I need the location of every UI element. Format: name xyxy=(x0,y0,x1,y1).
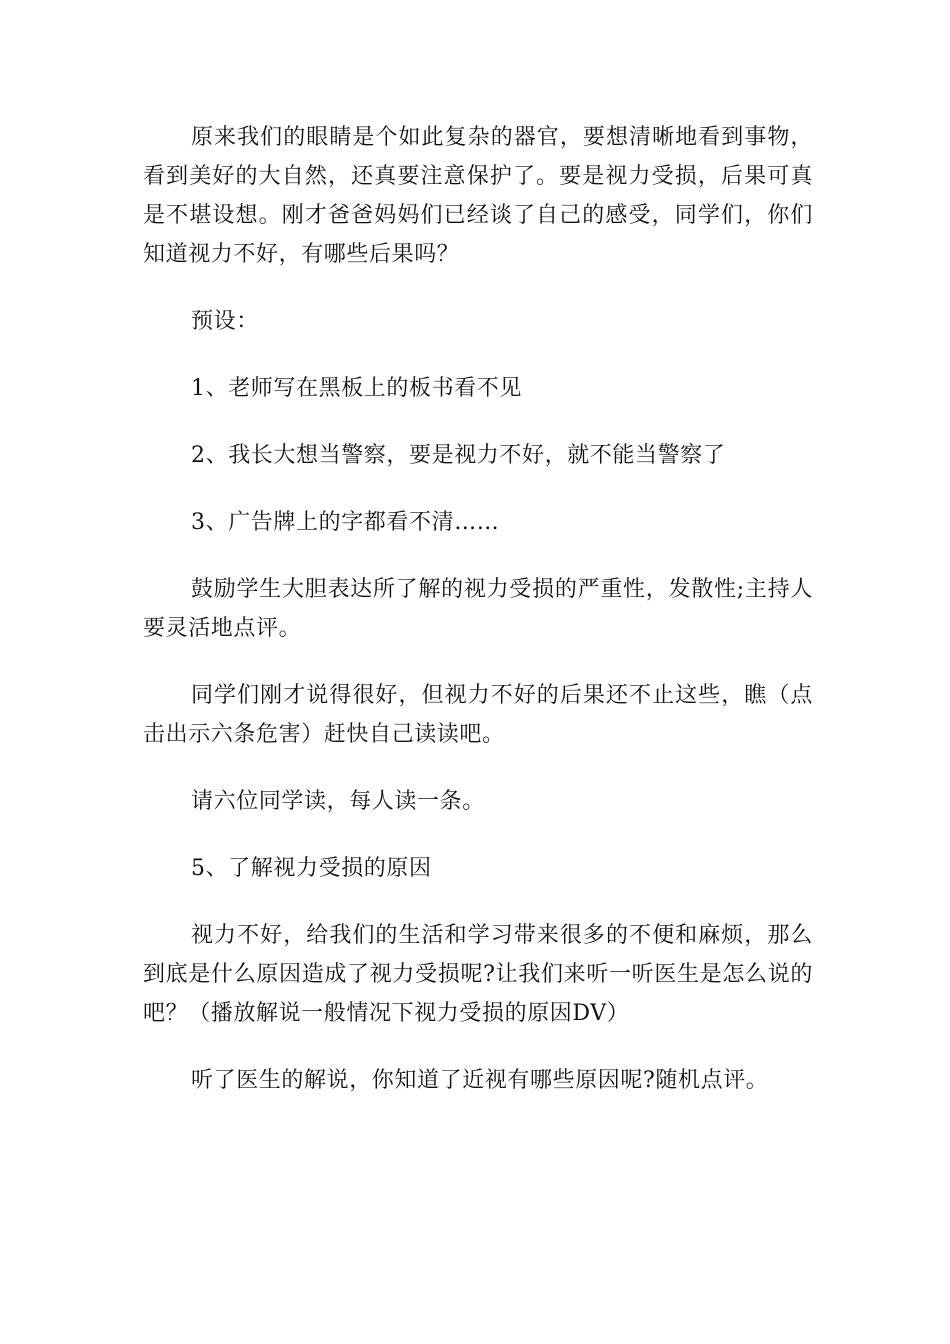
paragraph-six-hazards: 同学们刚才说得很好，但视力不好的后果还不止这些，瞧（点击出示六条危害）赶快自己读读吧。 xyxy=(143,683,813,747)
list-item-1: 1、老师写在黑板上的板书看不见 xyxy=(191,376,522,401)
section-heading-causes: 5、了解视力受损的原因 xyxy=(191,856,432,881)
paragraph-six-students: 请六位同学读，每人读一条。 xyxy=(191,789,485,814)
paragraph-causes-intro: 视力不好，给我们的生活和学习带来很多的不便和麻烦，那么到底是什么原因造成了视力受损呢?让我们来听一听医生是怎么说的吧？（播放解说一般情况下视力受损的原因DV） xyxy=(143,923,813,1026)
list-item-3: 3、广告牌上的字都看不清…… xyxy=(191,510,500,535)
paragraph-preset-label: 预设： xyxy=(191,309,259,334)
list-item-2: 2、我长大想当警察，要是视力不好，就不能当警察了 xyxy=(191,443,726,468)
paragraph-eye-complexity: 原来我们的眼睛是个如此复杂的器官，要想清晰地看到事物，看到美好的大自然，还真要注意保护了。要是视力受损，后果可真是不堪设想。刚才爸爸妈妈们已经谈了自己的感受，同学们，你们知道视力不好，有哪些后果吗？ xyxy=(143,125,813,267)
document-page xyxy=(143,118,813,1128)
paragraph-encourage: 鼓励学生大胆表达所了解的视力受损的严重性，发散性;主持人要灵活地点评。 xyxy=(143,577,813,641)
paragraph-doctor-explanation: 听了医生的解说，你知道了近视有哪些原因呢?随机点评。 xyxy=(191,1068,769,1093)
